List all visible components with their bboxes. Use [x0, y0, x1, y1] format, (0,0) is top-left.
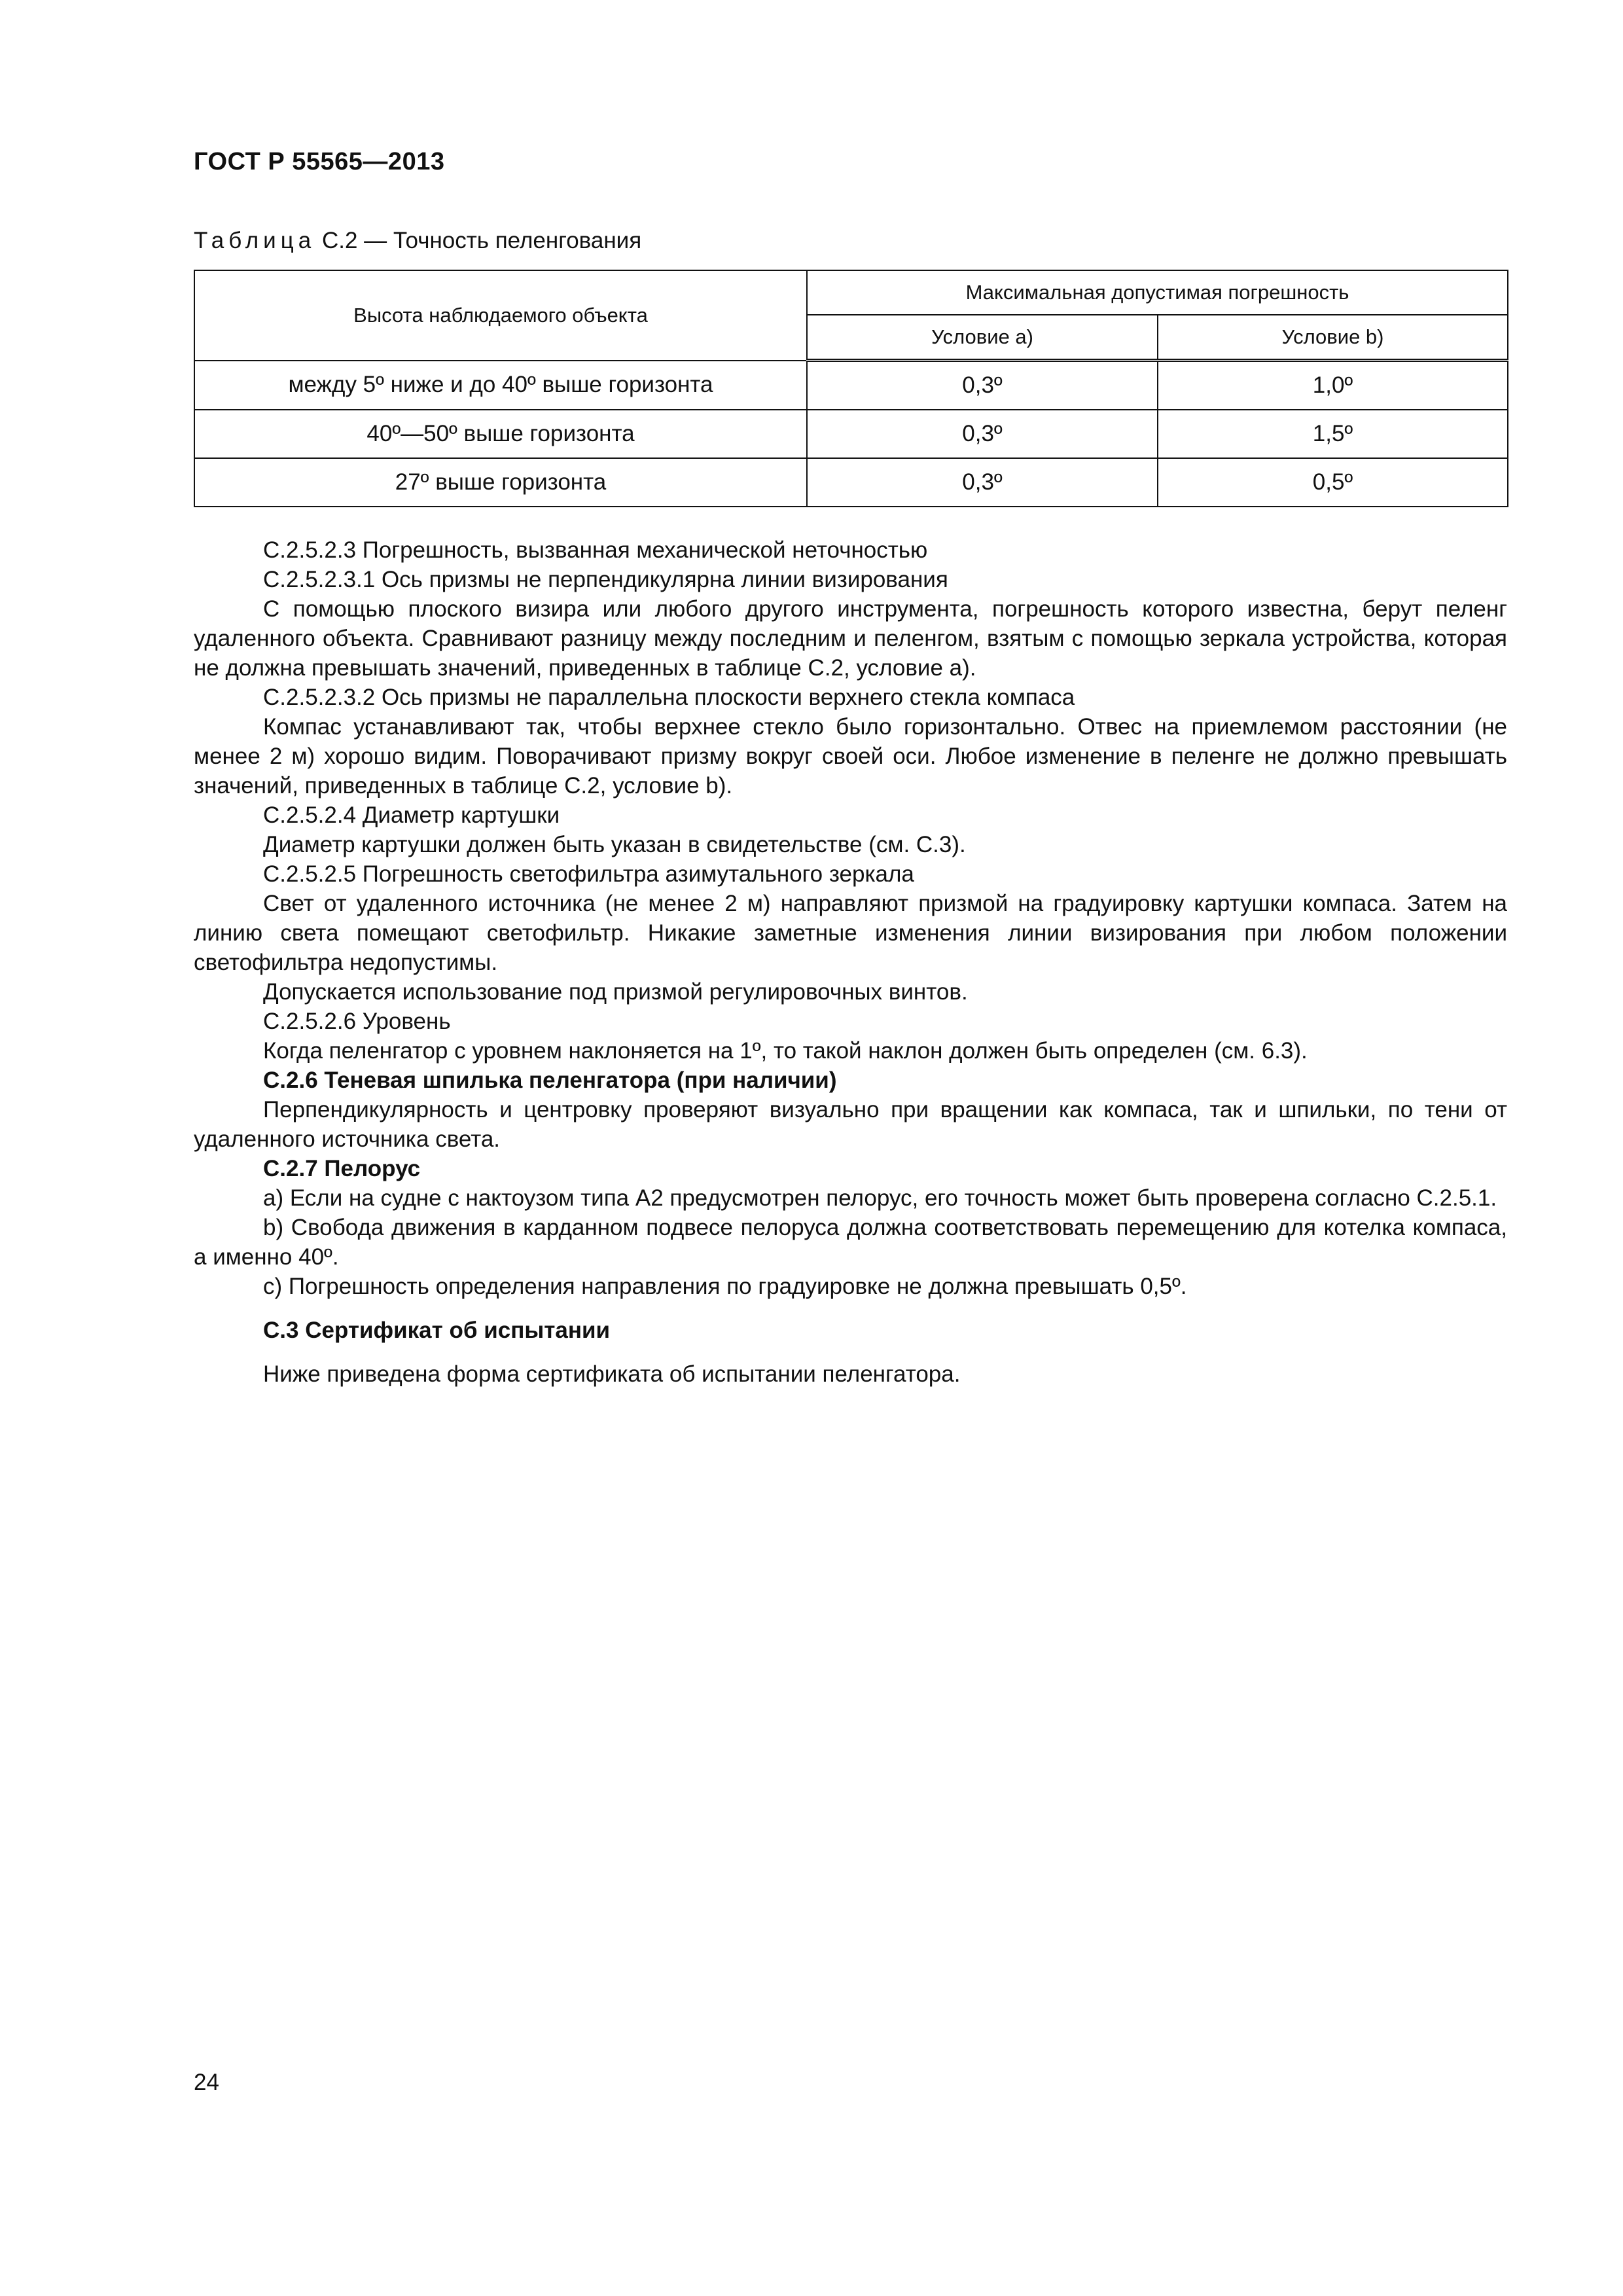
- paragraph: Перпендикулярность и центровку проверяют визуально при вращении как компаса, так и шпильки, по тени от удаленного источника света.: [194, 1097, 1507, 1152]
- cell-condition-a: 0,3º: [807, 361, 1158, 410]
- section-heading: С.3 Сертификат об испытании: [263, 1318, 611, 1343]
- column-header-condition-b: Условие b): [1158, 315, 1508, 361]
- cell-condition-a: 0,3º: [807, 458, 1158, 507]
- section-heading: С.2.7 Пелорус: [263, 1156, 421, 1181]
- paragraph: Диаметр картушки должен быть указан в свидетельстве (см. С.3).: [263, 832, 966, 857]
- paragraph: Свет от удаленного источника (не менее 2 м) направляют призмой на градуировку картушки компаса. Затем на линию света помещают светофильтр. Никакие заметные изменения линии визирования при любом положении светофильтра недопустимы.: [194, 891, 1507, 975]
- cell-condition-b: 0,5º: [1158, 458, 1508, 507]
- spacer: [194, 1345, 1507, 1359]
- body-text: [194, 535, 1507, 1389]
- table-caption-word: Таблица: [194, 228, 316, 253]
- document-header: ГОСТ Р 55565—2013: [194, 148, 445, 175]
- page-number: 24: [194, 2070, 219, 2095]
- paragraph: Компас устанавливают так, чтобы верхнее стекло было горизонтально. Отвес на приемлемом расстоянии (не менее 2 м) хорошо видим. Поворачивают призму вокруг своей оси. Любое изменение в пеленге не должно превышать значений, приведенных в таблице С.2, условие b).: [194, 714, 1507, 798]
- table-row: [194, 361, 1508, 410]
- paragraph: b) Свобода движения в карданном подвесе пелоруса должна соответствовать перемещению для котелка компаса, а именно 40º.: [194, 1215, 1507, 1270]
- accuracy-table: [194, 270, 1508, 507]
- cell-condition-a: 0,3º: [807, 410, 1158, 458]
- column-header-height: Высота наблюдаемого объекта: [194, 270, 807, 361]
- cell-height: 40º—50º выше горизонта: [194, 410, 807, 458]
- column-header-condition-a: Условие а): [807, 315, 1158, 361]
- paragraph: С.2.5.2.6 Уровень: [263, 1009, 451, 1034]
- table-row: [194, 410, 1508, 458]
- paragraph: Допускается использование под призмой регулировочных винтов.: [263, 979, 968, 1005]
- paragraph: С.2.5.2.5 Погрешность светофильтра азимутального зеркала: [263, 861, 914, 887]
- column-header-max-error: Максимальная допустимая погрешность: [807, 270, 1508, 315]
- paragraph: С.2.5.2.3.2 Ось призмы не параллельна плоскости верхнего стекла компаса: [263, 685, 1075, 710]
- paragraph: а) Если на судне с нактоузом типа А2 предусмотрен пелорус, его точность может быть проверена согласно С.2.5.1.: [263, 1185, 1497, 1211]
- paragraph: С.2.5.2.4 Диаметр картушки: [263, 802, 560, 828]
- paragraph: С.2.5.2.3.1 Ось призмы не перпендикулярна линии визирования: [263, 567, 948, 592]
- table-row: [194, 458, 1508, 507]
- paragraph: Ниже приведена форма сертификата об испытании пеленгатора.: [263, 1361, 961, 1387]
- spacer: [194, 1301, 1507, 1316]
- paragraph: с) Погрешность определения направления по градуировке не должна превышать 0,5º.: [263, 1274, 1187, 1299]
- paragraph: Когда пеленгатор с уровнем наклоняется на 1º, то такой наклон должен быть определен (см. 6.3).: [263, 1038, 1308, 1064]
- cell-height: 27º выше горизонта: [194, 458, 807, 507]
- cell-condition-b: 1,5º: [1158, 410, 1508, 458]
- cell-height: между 5º ниже и до 40º выше горизонта: [194, 361, 807, 410]
- paragraph: С помощью плоского визира или любого другого инструмента, погрешность которого известна, берут пеленг удаленного объекта. Сравнивают разницу между последним и пеленгом, взятым с помощью зеркала устройства, которая не должна превышать значений, приведенных в таблице С.2, условие а).: [194, 596, 1507, 681]
- section-heading: С.2.6 Теневая шпилька пеленгатора (при наличии): [263, 1067, 837, 1093]
- table-caption: [194, 228, 641, 254]
- paragraph: С.2.5.2.3 Погрешность, вызванная механической неточностью: [263, 537, 928, 563]
- cell-condition-b: 1,0º: [1158, 361, 1508, 410]
- table-caption-title: С.2 — Точность пеленгования: [315, 228, 642, 253]
